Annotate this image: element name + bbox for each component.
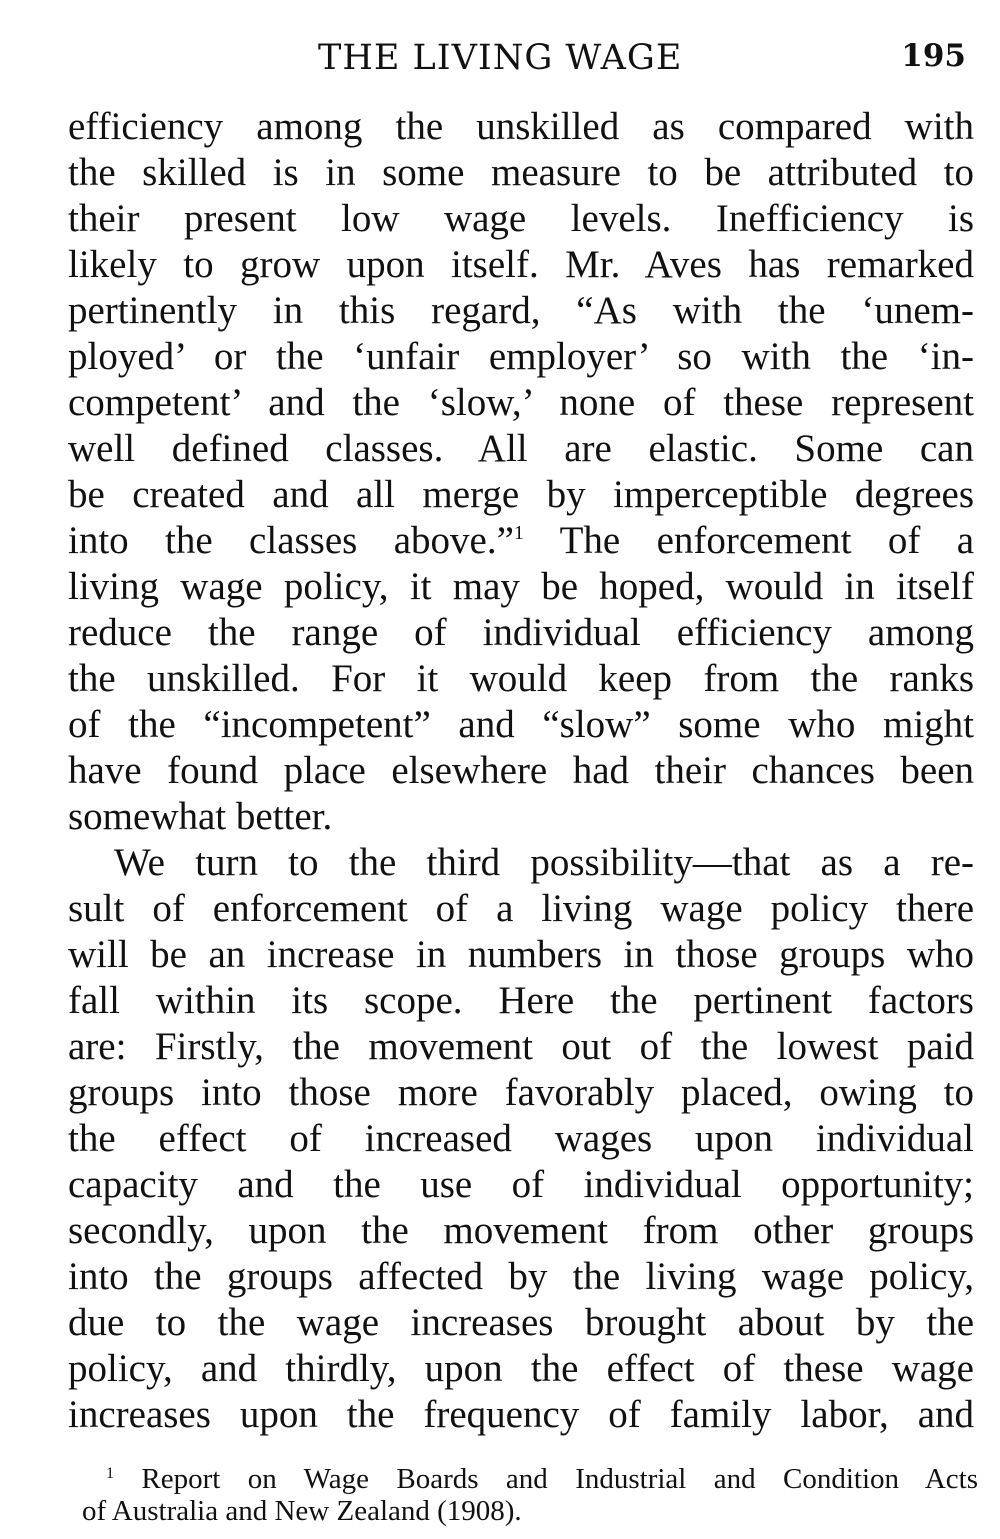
text-line: the effect of increased wages upon individual — [68, 1117, 974, 1160]
text-line: groups into those more favorably placed, owing to — [68, 1071, 974, 1114]
footnote — [82, 1463, 978, 1527]
text-line: reduce the range of individual efficiency among — [68, 611, 974, 654]
body-text — [68, 104, 974, 1438]
footnote-marker: 1 — [106, 1465, 114, 1482]
text-line: will be an increase in numbers in those groups who — [68, 933, 974, 976]
text-line: ployed’ or the ‘unfair employer’ so with the ‘in- — [68, 335, 974, 378]
text-line: their present low wage levels. Inefficiency is — [68, 197, 974, 240]
text-line: likely to grow upon itself. Mr. Aves has remarked — [68, 243, 974, 286]
text-line-with-footnote-ref — [68, 518, 974, 564]
text-line: somewhat better. — [68, 795, 333, 838]
footnote-line: of Australia and New Zealand (1908). — [82, 1495, 522, 1527]
text-line: well defined classes. All are elastic. Some can — [68, 427, 974, 470]
page-header — [0, 38, 1000, 88]
text-line: capacity and the use of individual opportunity; — [68, 1163, 974, 1206]
footnote-text: Report on Wage Boards and Industrial and Condition Acts — [141, 1463, 978, 1495]
text-line: the unskilled. For it would keep from the ranks — [68, 657, 974, 700]
text-line: competent’ and the ‘slow,’ none of these represent — [68, 381, 974, 424]
page-number: 195 — [901, 38, 966, 74]
footnote-reference: 1 — [513, 522, 524, 544]
text-line: the skilled is in some measure to be attributed to — [68, 151, 974, 194]
text-line: efficiency among the unskilled as compared with — [68, 105, 974, 148]
text-line: increases upon the frequency of family labor, and — [68, 1393, 974, 1436]
text-segment: The enforcement of a — [559, 519, 974, 562]
text-line: into the groups affected by the living wage policy, — [68, 1255, 974, 1298]
text-line: of the “incompetent” and “slow” some who might — [68, 703, 974, 746]
text-line: sult of enforcement of a living wage policy there — [68, 887, 974, 930]
text-line: fall within its scope. Here the pertinent factors — [68, 979, 974, 1022]
text-line: pertinently in this regard, “As with the ‘unem- — [68, 289, 974, 332]
text-line: are: Firstly, the movement out of the lowest paid — [68, 1025, 974, 1068]
text-line: secondly, upon the movement from other groups — [68, 1209, 974, 1252]
text-line: due to the wage increases brought about by the — [68, 1301, 974, 1344]
running-title: THE LIVING WAGE — [318, 38, 683, 78]
text-line: be created and all merge by imperceptible degrees — [68, 473, 974, 516]
text-segment: into the classes above.” — [68, 519, 514, 562]
footnote-line — [82, 1463, 978, 1495]
paragraph-first-line: We turn to the third possibility—that as a re- — [114, 841, 974, 884]
text-line: policy, and thirdly, upon the effect of these wage — [68, 1347, 974, 1390]
text-line: have found place elsewhere had their chances been — [68, 749, 974, 792]
text-line: living wage policy, it may be hoped, would in itself — [68, 565, 974, 608]
